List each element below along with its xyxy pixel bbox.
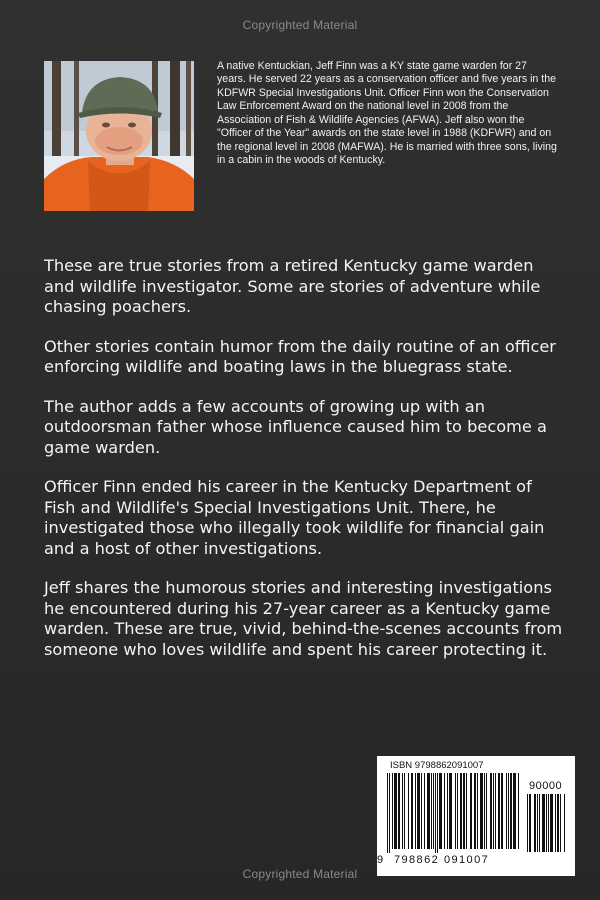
blurb-paragraph: These are true stories from a retired Kentucky game warden and wildlife investigator. Some are stories of adventure while chasing poachers.	[44, 256, 541, 316]
barcode-bar	[542, 794, 545, 852]
watermark-bottom: Copyrighted Material	[242, 867, 358, 881]
barcode-digit-prefix: 9	[377, 854, 384, 866]
barcode-bar	[557, 794, 559, 852]
blurb-paragraph: The author adds a few accounts of growing up with an outdoorsman father whose influence caused him to become a game warden.	[44, 396, 547, 457]
barcode-bar	[444, 773, 445, 849]
barcode-bar	[466, 773, 467, 849]
barcode-bar	[411, 773, 413, 849]
author-photo	[44, 61, 194, 211]
barcode-bar	[534, 794, 536, 852]
barcode-bar	[498, 773, 500, 849]
book-blurb	[44, 256, 564, 679]
barcode-bar	[437, 773, 438, 853]
ean-barcode-bars	[387, 773, 519, 853]
barcode-bar	[484, 773, 485, 849]
barcode-bar	[392, 773, 393, 849]
barcode-digits-left: 798862	[394, 854, 440, 866]
barcode-bar	[387, 773, 388, 853]
barcode-bar	[433, 773, 434, 849]
barcode-bar	[539, 794, 540, 852]
barcode-bar	[435, 773, 436, 853]
barcode-bar	[439, 773, 442, 849]
blurb-paragraph: Officer Finn ended his career in the Kentucky Department of Fish and Wildlife's Special Investigations Unit. There, he investigated those who illegally took wildlife for financial gain and a host of other investigations.	[44, 477, 545, 558]
barcode-bar	[493, 773, 494, 849]
barcode-bar	[480, 773, 483, 849]
isbn-barcode	[377, 756, 575, 876]
barcode-bar	[560, 794, 561, 852]
barcode-bar	[455, 773, 456, 849]
barcode-bar	[415, 773, 416, 849]
barcode-bar	[474, 773, 476, 849]
barcode-bar	[537, 794, 538, 852]
barcode-bar	[490, 773, 492, 849]
addon-barcode-bars	[527, 794, 569, 852]
barcode-bar	[421, 773, 422, 849]
barcode-bar	[402, 773, 403, 849]
watermark-top: Copyrighted Material	[242, 18, 358, 32]
barcode-bar	[527, 794, 528, 852]
barcode-bar	[548, 794, 549, 852]
barcode-bar	[463, 773, 465, 849]
barcode-bar	[501, 773, 503, 849]
blurb-paragraph: Other stories contain humor from the daily routine of an officer enforcing wildlife and boating laws in the bluegrass state.	[44, 336, 556, 376]
isbn-label: ISBN 9798862091007	[390, 760, 484, 771]
barcode-bar	[506, 773, 507, 849]
price-code: 90000	[529, 780, 563, 792]
barcode-bar	[408, 773, 409, 849]
barcode-bar	[518, 773, 519, 849]
barcode-bar	[394, 773, 397, 849]
barcode-bar	[449, 773, 452, 849]
barcode-bar	[513, 773, 516, 849]
barcode-bar	[555, 794, 556, 852]
barcode-bar	[447, 773, 448, 849]
barcode-bar	[417, 773, 420, 849]
barcode-bar	[510, 773, 512, 849]
barcode-bar	[486, 773, 487, 849]
barcode-bar	[389, 773, 390, 853]
barcode-bar	[470, 773, 472, 849]
barcode-bar	[495, 773, 496, 849]
barcode-bar	[424, 773, 425, 849]
barcode-bar	[477, 773, 478, 849]
barcode-bar	[460, 773, 462, 849]
author-bio: A native Kentuckian, Jeff Finn was a KY state game warden for 27 years. He served 22 years as a conservation officer and five years in the KDFWR Special Investigations Unit. Officer Finn won the Conservation Law Enforcement Award on the national level in 2008 from the Association of Fish & Wildlife Agencies (AFWA). Jeff also won the "Officer of the Year" awards on the state level in 1988 (KDFWR) and on the regional level in 2008 (MAFWA). He is married with three sons, living in a cabin in the woods of Kentucky.	[217, 60, 557, 167]
barcode-bar	[404, 773, 405, 849]
barcode-bar	[550, 794, 553, 852]
barcode-bar	[431, 773, 432, 849]
author-portrait-image	[44, 61, 194, 211]
blurb-paragraph: Jeff shares the humorous stories and interesting investigations he encountered during his 27-year career as a Kentucky game warden. These are true, vivid, behind-the-scenes accounts from someone who loves wildlife and spent his career protecting it.	[44, 578, 563, 659]
barcode-bar	[508, 773, 509, 849]
barcode-bar	[457, 773, 458, 849]
barcode-bar	[529, 794, 531, 852]
barcode-bar	[398, 773, 400, 849]
barcode-bar	[427, 773, 430, 849]
barcode-bar	[564, 794, 565, 852]
barcode-bar	[546, 794, 547, 852]
barcode-digits-right: 091007	[444, 854, 490, 866]
